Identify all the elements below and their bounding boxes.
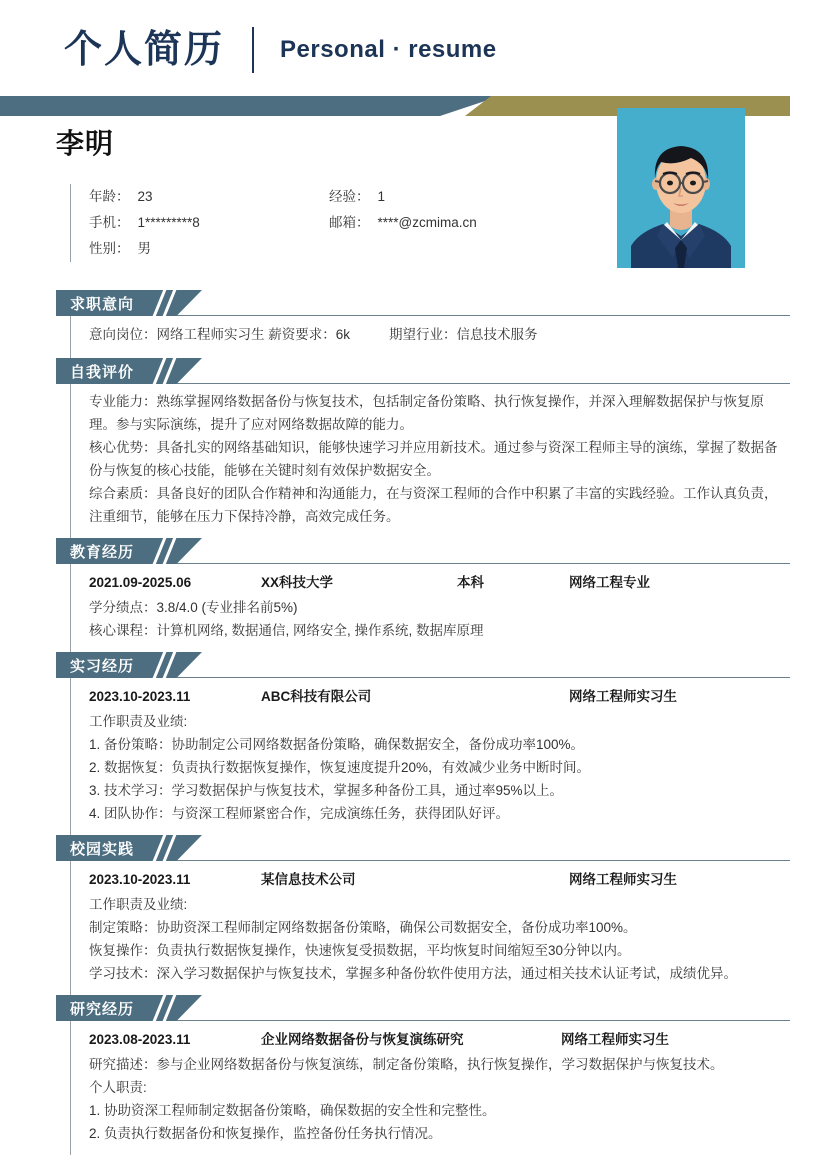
- section-body: [70, 678, 790, 835]
- section-header: [56, 835, 790, 861]
- info-phone: [89, 210, 329, 236]
- info-row: [89, 236, 540, 262]
- contact-info-grid: [70, 184, 540, 262]
- campus-role: 网络工程师实习生: [569, 872, 677, 887]
- info-row: [89, 184, 540, 210]
- info-value: 23: [137, 189, 153, 204]
- internship-bullet: 1. 备份策略：协助制定公司网络数据备份策略，确保数据安全，备份成功率100%。: [89, 737, 585, 752]
- education-date: 2021.09-2025.06: [89, 575, 192, 590]
- internship-company: ABC科技有限公司: [261, 689, 372, 704]
- section-title-tab: 实习经历: [56, 652, 148, 678]
- info-label: 手机：: [89, 215, 130, 230]
- info-label: 邮箱：: [329, 215, 370, 230]
- research-bullet: 2. 负责执行数据备份和恢复操作，监控备份任务执行情况。: [89, 1126, 442, 1141]
- section-body: [70, 316, 790, 358]
- portrait-illustration: [617, 108, 745, 268]
- section-title-tab: 教育经历: [56, 538, 148, 564]
- section-header: [56, 995, 790, 1021]
- internship-bullet: 2. 数据恢复：负责执行数据恢复操作，恢复速度提升20%，有效减少业务中断时间。: [89, 760, 591, 775]
- internship-bullet: 4. 团队协作：与资深工程师紧密合作，完成演练任务，获得团队好评。: [89, 806, 510, 821]
- evaluation-paragraph: 专业能力：熟练掌握网络数据备份与恢复技术，包括制定备份策略、执行恢复操作，并深入理解数据保护与恢复原理。参与实际演练，提升了应对网络数据故障的能力。: [89, 394, 764, 432]
- internship-bullet: 3. 技术学习：学习数据保护与恢复技术，掌握多种备份工具，通过率95%以上。: [89, 783, 564, 798]
- page-header: [0, 0, 820, 100]
- section-body: [70, 564, 790, 652]
- research-entry-row: [89, 1027, 790, 1053]
- info-email: [329, 210, 477, 236]
- research-description: 研究描述：参与企业网络数据备份与恢复演练，制定备份策略，执行恢复操作，学习数据保护与恢复技术。: [89, 1057, 724, 1072]
- info-label: 性别：: [89, 241, 130, 256]
- section-title-tab: 求职意向: [56, 290, 148, 316]
- education-major: 网络工程专业: [569, 575, 650, 590]
- info-value: 男: [137, 241, 151, 256]
- internship-subtitle: 工作职责及业绩:: [89, 714, 188, 729]
- section-campus-practice: [0, 835, 820, 995]
- campus-subtitle: 工作职责及业绩:: [89, 897, 188, 912]
- info-label: 年龄：: [89, 189, 130, 204]
- section-body: [70, 384, 790, 538]
- info-row: [89, 210, 540, 236]
- section-stripes: [144, 835, 202, 861]
- candidate-name: 李明: [56, 128, 115, 159]
- internship-date: 2023.10-2023.11: [89, 689, 191, 704]
- title-divider: [252, 27, 254, 73]
- section-self-evaluation: [0, 358, 820, 538]
- info-value: 1: [377, 189, 386, 204]
- section-title-tab: 研究经历: [56, 995, 148, 1021]
- section-stripes: [144, 995, 202, 1021]
- research-topic: 企业网络数据备份与恢复演练研究: [261, 1032, 464, 1047]
- campus-date: 2023.10-2023.11: [89, 872, 191, 887]
- info-label: 经验：: [329, 189, 370, 204]
- campus-company: 某信息技术公司: [261, 872, 356, 887]
- intent-position-salary: 意向岗位：网络工程师实习生 薪资要求：6k: [89, 327, 351, 342]
- education-gpa: 学分绩点：3.8/4.0 (专业排名前5%): [89, 600, 298, 615]
- education-courses: 核心课程：计算机网络, 数据通信, 网络安全, 操作系统, 数据库原理: [89, 623, 484, 638]
- page-title-cn: 个人简历: [64, 29, 225, 71]
- research-bullet: 1. 协助资深工程师制定数据备份策略，确保数据的安全性和完整性。: [89, 1103, 496, 1118]
- campus-bullet: 学习技术：深入学习数据保护与恢复技术，掌握多种备份软件使用方法，通过相关技术认证考试，成绩优异。: [89, 966, 737, 981]
- section-header: [56, 538, 790, 564]
- candidate-photo: [617, 108, 745, 268]
- education-degree: 本科: [457, 575, 484, 590]
- internship-entry-row: [89, 684, 790, 710]
- page-title-en: Personal · resume: [280, 36, 497, 63]
- info-value: 1*********8: [137, 215, 200, 230]
- section-education: [0, 538, 820, 652]
- intent-row: [89, 322, 790, 348]
- education-school: XX科技大学: [261, 575, 334, 590]
- section-stripes: [144, 538, 202, 564]
- info-experience: [329, 184, 385, 210]
- campus-entry-row: [89, 867, 790, 893]
- research-date: 2023.08-2023.11: [89, 1032, 191, 1047]
- section-stripes: [144, 358, 202, 384]
- education-entry-row: [89, 570, 790, 596]
- campus-bullet: 制定策略：协助资深工程师制定网络数据备份策略，确保公司数据安全，备份成功率100%。: [89, 920, 637, 935]
- section-header: [56, 652, 790, 678]
- section-header: [56, 290, 790, 316]
- section-title-tab: 校园实践: [56, 835, 148, 861]
- personal-info-block: [0, 100, 820, 290]
- section-body: [70, 1021, 790, 1155]
- evaluation-paragraph: 综合素质：具备良好的团队合作精神和沟通能力，在与资深工程师的合作中积累了丰富的实践经验。工作认真负责，注重细节，能够在压力下保持冷静，高效完成任务。: [89, 486, 778, 524]
- section-title-tab: 自我评价: [56, 358, 148, 384]
- section-research: [0, 995, 820, 1155]
- info-gender: [89, 236, 329, 262]
- internship-role: 网络工程师实习生: [569, 689, 677, 704]
- section-job-intent: [0, 290, 820, 358]
- evaluation-paragraph: 核心优势：具备扎实的网络基础知识，能够快速学习并应用新技术。通过参与资深工程师主导的演练，掌握了数据备份与恢复的核心技能，能够在关键时刻有效保护数据安全。: [89, 440, 778, 478]
- research-role: 网络工程师实习生: [561, 1032, 669, 1047]
- section-stripes: [144, 290, 202, 316]
- info-age: [89, 184, 329, 210]
- section-body: [70, 861, 790, 995]
- section-internship: [0, 652, 820, 835]
- campus-bullet: 恢复操作：负责执行数据恢复操作，快速恢复受损数据，平均恢复时间缩短至30分钟以内。: [89, 943, 631, 958]
- section-stripes: [144, 652, 202, 678]
- info-value: ****@zcmima.cn: [377, 215, 477, 230]
- section-header: [56, 358, 790, 384]
- research-subtitle: 个人职责:: [89, 1080, 147, 1095]
- intent-industry: 期望行业：信息技术服务: [389, 327, 538, 342]
